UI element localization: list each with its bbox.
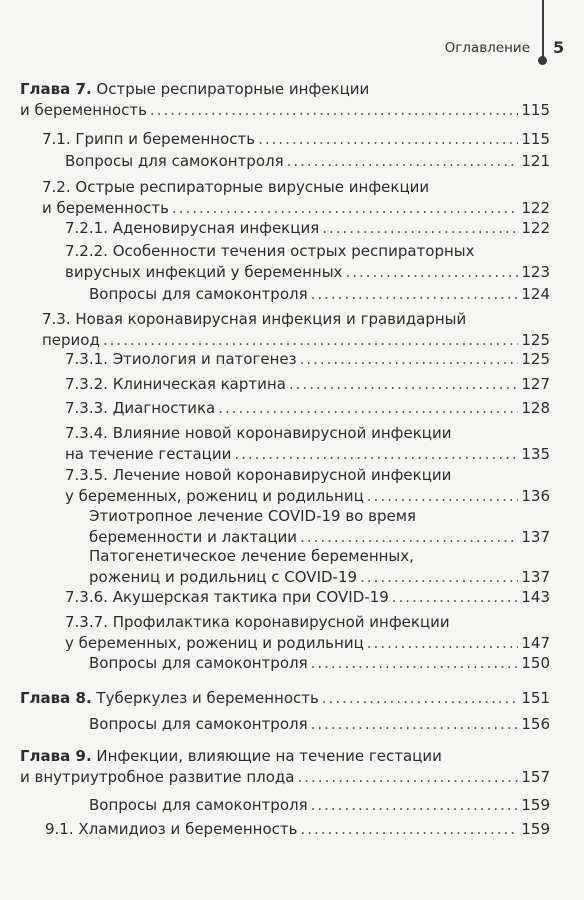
toc-entry bbox=[45, 819, 550, 840]
toc-entry bbox=[89, 795, 550, 816]
page-ref: 121 bbox=[521, 152, 550, 170]
page-ref: 135 bbox=[521, 445, 550, 463]
dot-leader bbox=[392, 587, 519, 608]
entry-text: 7.2.2. Особенности течения острых респираторных bbox=[65, 242, 475, 260]
toc-entry bbox=[65, 151, 550, 172]
toc-entry bbox=[89, 506, 550, 548]
chapter-label: Глава 9. bbox=[20, 747, 92, 765]
page-ref: 115 bbox=[521, 101, 550, 119]
dot-leader bbox=[218, 398, 518, 419]
entry-text: 7.2.1. Аденовирусная инфекция bbox=[65, 219, 320, 237]
dot-leader bbox=[300, 527, 518, 548]
page-ref: 125 bbox=[521, 350, 550, 368]
dot-leader bbox=[311, 284, 519, 305]
entry-text: Вопросы для самоконтроля bbox=[89, 796, 308, 814]
toc-entry bbox=[20, 688, 550, 709]
entry-text: Этиотропное лечение COVID-19 во время bbox=[89, 507, 417, 525]
page-ref: 150 bbox=[521, 654, 550, 672]
page-ref: 151 bbox=[521, 689, 550, 707]
toc-entry bbox=[65, 423, 550, 465]
toc-entry bbox=[65, 465, 550, 507]
entry-text: вирусных инфекций у беременных bbox=[65, 263, 343, 281]
entry-text: 9.1. Хламидиоз и беременность bbox=[45, 820, 298, 838]
entry-text: Вопросы для самоконтроля bbox=[89, 715, 308, 733]
dot-leader bbox=[300, 819, 518, 840]
entry-text: у беременных, рожениц и родильниц bbox=[65, 634, 364, 652]
entry-text: период bbox=[42, 331, 100, 349]
entry-text: 7.1. Грипп и беременность bbox=[42, 130, 256, 148]
page-ref: 128 bbox=[521, 399, 550, 417]
page-ref: 115 bbox=[521, 130, 550, 148]
chapter-label: Глава 7. bbox=[20, 80, 92, 98]
toc-entry bbox=[42, 129, 550, 150]
page-ref: 123 bbox=[521, 263, 550, 281]
dot-leader bbox=[287, 151, 519, 172]
toc-entry bbox=[65, 218, 550, 239]
entry-text: 7.2. Острые респираторные вирусные инфекции bbox=[42, 178, 430, 196]
entry-text: 7.3. Новая коронавирусная инфекция и гравидарный bbox=[42, 310, 467, 328]
dot-leader bbox=[345, 262, 518, 283]
toc-entry bbox=[89, 653, 550, 674]
page-edge-dot bbox=[538, 56, 547, 65]
dot-leader bbox=[150, 100, 518, 121]
dot-leader bbox=[360, 567, 518, 588]
entry-text: 7.3.2. Клиническая картина bbox=[65, 375, 286, 393]
toc-entry bbox=[20, 746, 550, 788]
page-ref: 159 bbox=[521, 796, 550, 814]
toc-entry bbox=[20, 79, 550, 121]
page-ref: 127 bbox=[521, 375, 550, 393]
entry-text: и беременность bbox=[20, 101, 147, 119]
entry-text: Острые респираторные инфекции bbox=[96, 80, 370, 98]
dot-leader bbox=[298, 767, 519, 788]
entry-text: и внутриутробное развитие плода bbox=[20, 768, 295, 786]
entry-text: 7.3.4. Влияние новой коронавирусной инфекции bbox=[65, 424, 452, 442]
dot-leader bbox=[311, 653, 519, 674]
entry-text: Вопросы для самоконтроля bbox=[89, 285, 308, 303]
toc-entry bbox=[65, 349, 550, 370]
dot-leader bbox=[322, 688, 518, 709]
entry-text: Инфекции, влияющие на течение гестации bbox=[96, 747, 442, 765]
page-ref: 137 bbox=[521, 568, 550, 586]
toc-entry bbox=[65, 374, 550, 395]
toc-entry bbox=[89, 714, 550, 735]
page-ref: 125 bbox=[521, 331, 550, 349]
page-ref: 122 bbox=[521, 219, 550, 237]
toc-entry bbox=[42, 309, 550, 351]
dot-leader bbox=[172, 198, 518, 219]
dot-leader bbox=[311, 714, 519, 735]
page-ref: 157 bbox=[521, 768, 550, 786]
entry-text: 7.3.3. Диагностика bbox=[65, 399, 216, 417]
entry-text: рожениц и родильниц с COVID-19 bbox=[89, 568, 358, 586]
entry-text: 7.3.5. Лечение новой коронавирусной инфекции bbox=[65, 466, 452, 484]
entry-text: на течение гестации bbox=[65, 445, 232, 463]
page-ref: 137 bbox=[521, 528, 550, 546]
chapter-label: Глава 8. bbox=[20, 689, 92, 707]
entry-text: Вопросы для самоконтроля bbox=[65, 152, 284, 170]
dot-leader bbox=[103, 330, 519, 351]
running-title: Оглавление bbox=[444, 40, 530, 56]
toc-entry bbox=[65, 398, 550, 419]
toc-entry bbox=[65, 587, 550, 608]
toc-entry bbox=[42, 177, 550, 219]
toc-entry bbox=[89, 546, 550, 588]
entry-text: беременности и лактации bbox=[89, 528, 298, 546]
toc-entry bbox=[89, 284, 550, 305]
toc-entry bbox=[65, 612, 550, 654]
dot-leader bbox=[367, 633, 519, 654]
entry-text: 7.3.7. Профилактика коронавирусной инфекции bbox=[65, 613, 450, 631]
entry-text: у беременных, рожениц и родильниц bbox=[65, 487, 364, 505]
page-ref: 122 bbox=[521, 199, 550, 217]
entry-text: 7.3.6. Акушерская тактика при COVID-19 bbox=[65, 588, 389, 606]
page-ref: 159 bbox=[521, 820, 550, 838]
entry-text: 7.3.1. Этиология и патогенез bbox=[65, 350, 297, 368]
page-ref: 156 bbox=[521, 715, 550, 733]
page-number: 5 bbox=[553, 38, 565, 57]
page-ref: 147 bbox=[521, 634, 550, 652]
dot-leader bbox=[311, 795, 519, 816]
entry-text: Патогенетическое лечение беременных, bbox=[89, 547, 414, 565]
page-ref: 136 bbox=[521, 487, 550, 505]
dot-leader bbox=[322, 218, 518, 239]
page-ref: 124 bbox=[521, 285, 550, 303]
dot-leader bbox=[258, 129, 518, 150]
entry-text: и беременность bbox=[42, 199, 169, 217]
dot-leader bbox=[289, 374, 518, 395]
entry-text: Вопросы для самоконтроля bbox=[89, 654, 308, 672]
dot-leader bbox=[234, 444, 518, 465]
entry-text: Туберкулез и беременность bbox=[96, 689, 319, 707]
page-ref: 143 bbox=[521, 588, 550, 606]
dot-leader bbox=[367, 486, 519, 507]
page-edge-rule bbox=[542, 0, 544, 58]
dot-leader bbox=[300, 349, 519, 370]
toc-entry bbox=[65, 241, 550, 283]
